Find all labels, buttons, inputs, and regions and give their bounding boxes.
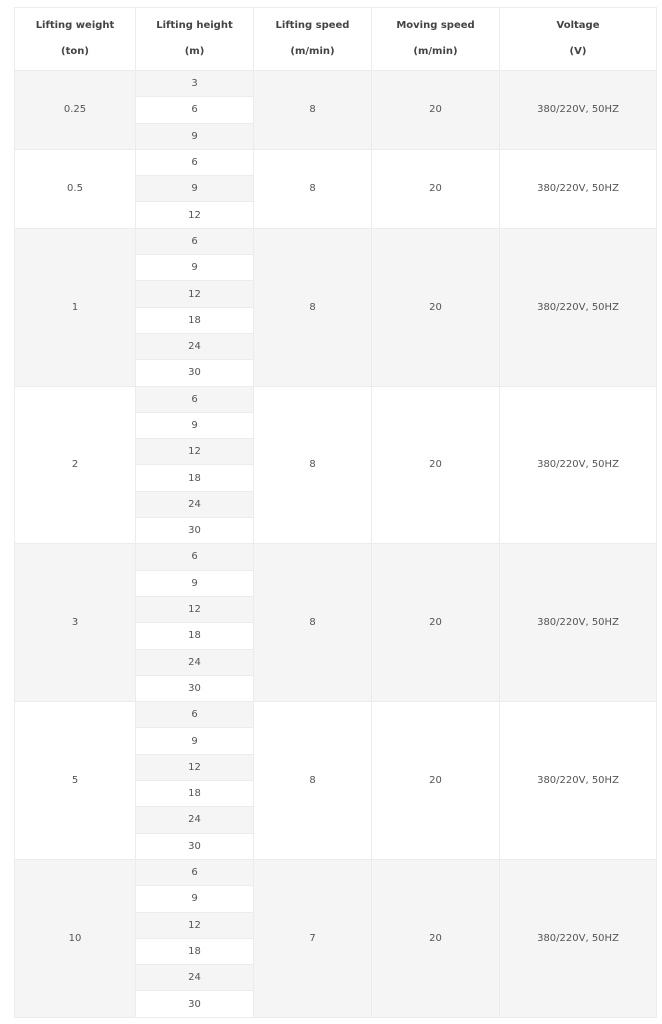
cell-lifting-height: 6 bbox=[136, 97, 254, 123]
table-row bbox=[15, 149, 657, 175]
cell-lifting-height: 6 bbox=[136, 149, 254, 175]
header-moving-speed bbox=[372, 8, 500, 71]
table-body bbox=[15, 71, 657, 1018]
cell-moving-speed: 20 bbox=[372, 228, 500, 386]
cell-lifting-height: 18 bbox=[136, 307, 254, 333]
cell-lifting-weight: 5 bbox=[15, 702, 136, 860]
cell-moving-speed: 20 bbox=[372, 544, 500, 702]
cell-lifting-speed: 7 bbox=[254, 859, 372, 1017]
cell-lifting-height: 18 bbox=[136, 623, 254, 649]
cell-lifting-height: 12 bbox=[136, 202, 254, 228]
header-moving-speed-label: Moving speed bbox=[396, 20, 475, 31]
cell-voltage: 380/220V, 50HZ bbox=[500, 149, 657, 228]
cell-voltage: 380/220V, 50HZ bbox=[500, 702, 657, 860]
cell-lifting-weight: 0.5 bbox=[15, 149, 136, 228]
cell-moving-speed: 20 bbox=[372, 859, 500, 1017]
cell-voltage: 380/220V, 50HZ bbox=[500, 228, 657, 386]
header-lifting-speed bbox=[254, 8, 372, 71]
cell-lifting-height: 12 bbox=[136, 754, 254, 780]
cell-lifting-height: 12 bbox=[136, 912, 254, 938]
cell-lifting-height: 30 bbox=[136, 991, 254, 1017]
cell-moving-speed: 20 bbox=[372, 702, 500, 860]
header-lifting-height bbox=[136, 8, 254, 71]
table-row bbox=[15, 544, 657, 570]
cell-lifting-height: 30 bbox=[136, 518, 254, 544]
cell-lifting-height: 30 bbox=[136, 675, 254, 701]
table-row bbox=[15, 702, 657, 728]
header-voltage bbox=[500, 8, 657, 71]
table-row bbox=[15, 859, 657, 885]
cell-lifting-height: 9 bbox=[136, 176, 254, 202]
header-lifting-weight-label: Lifting weight bbox=[35, 20, 115, 31]
spec-table-container bbox=[14, 7, 656, 1018]
cell-lifting-height: 6 bbox=[136, 702, 254, 728]
header-lifting-weight bbox=[15, 8, 136, 71]
cell-lifting-speed: 8 bbox=[254, 702, 372, 860]
cell-lifting-speed: 8 bbox=[254, 386, 372, 544]
cell-lifting-weight: 10 bbox=[15, 859, 136, 1017]
cell-lifting-height: 12 bbox=[136, 439, 254, 465]
cell-lifting-height: 24 bbox=[136, 649, 254, 675]
cell-lifting-height: 9 bbox=[136, 886, 254, 912]
cell-lifting-height: 12 bbox=[136, 596, 254, 622]
table-row bbox=[15, 386, 657, 412]
cell-lifting-height: 6 bbox=[136, 386, 254, 412]
cell-lifting-height: 6 bbox=[136, 228, 254, 254]
cell-voltage: 380/220V, 50HZ bbox=[500, 71, 657, 150]
cell-lifting-speed: 8 bbox=[254, 544, 372, 702]
table-row bbox=[15, 71, 657, 97]
cell-lifting-height: 9 bbox=[136, 255, 254, 281]
cell-lifting-height: 9 bbox=[136, 570, 254, 596]
cell-lifting-weight: 1 bbox=[15, 228, 136, 386]
cell-lifting-height: 24 bbox=[136, 965, 254, 991]
cell-lifting-height: 9 bbox=[136, 728, 254, 754]
cell-lifting-weight: 0.25 bbox=[15, 71, 136, 150]
header-row bbox=[15, 8, 657, 71]
cell-lifting-height: 9 bbox=[136, 123, 254, 149]
cell-lifting-height: 30 bbox=[136, 833, 254, 859]
cell-lifting-height: 18 bbox=[136, 938, 254, 964]
cell-lifting-height: 3 bbox=[136, 71, 254, 97]
cell-lifting-weight: 3 bbox=[15, 544, 136, 702]
cell-lifting-height: 18 bbox=[136, 781, 254, 807]
cell-voltage: 380/220V, 50HZ bbox=[500, 386, 657, 544]
header-moving-speed-unit: (m/min) bbox=[413, 46, 458, 57]
spec-table bbox=[14, 7, 657, 1018]
cell-lifting-height: 9 bbox=[136, 412, 254, 438]
header-lifting-height-unit: (m) bbox=[184, 46, 205, 57]
header-lifting-weight-unit: (ton) bbox=[61, 46, 89, 57]
cell-moving-speed: 20 bbox=[372, 149, 500, 228]
cell-lifting-speed: 8 bbox=[254, 71, 372, 150]
cell-lifting-height: 6 bbox=[136, 859, 254, 885]
header-lifting-height-label: Lifting height bbox=[156, 20, 233, 31]
cell-moving-speed: 20 bbox=[372, 71, 500, 150]
cell-lifting-height: 24 bbox=[136, 807, 254, 833]
cell-lifting-speed: 8 bbox=[254, 228, 372, 386]
header-voltage-label: Voltage bbox=[556, 20, 600, 31]
cell-lifting-speed: 8 bbox=[254, 149, 372, 228]
cell-lifting-height: 24 bbox=[136, 333, 254, 359]
header-voltage-unit: (V) bbox=[569, 46, 587, 57]
cell-lifting-height: 12 bbox=[136, 281, 254, 307]
header-lifting-speed-unit: (m/min) bbox=[290, 46, 335, 57]
header-lifting-speed-label: Lifting speed bbox=[275, 20, 350, 31]
cell-lifting-weight: 2 bbox=[15, 386, 136, 544]
cell-lifting-height: 6 bbox=[136, 544, 254, 570]
cell-lifting-height: 24 bbox=[136, 491, 254, 517]
cell-voltage: 380/220V, 50HZ bbox=[500, 859, 657, 1017]
cell-lifting-height: 30 bbox=[136, 360, 254, 386]
table-row bbox=[15, 228, 657, 254]
table-header bbox=[15, 8, 657, 71]
cell-lifting-height: 18 bbox=[136, 465, 254, 491]
cell-moving-speed: 20 bbox=[372, 386, 500, 544]
cell-voltage: 380/220V, 50HZ bbox=[500, 544, 657, 702]
